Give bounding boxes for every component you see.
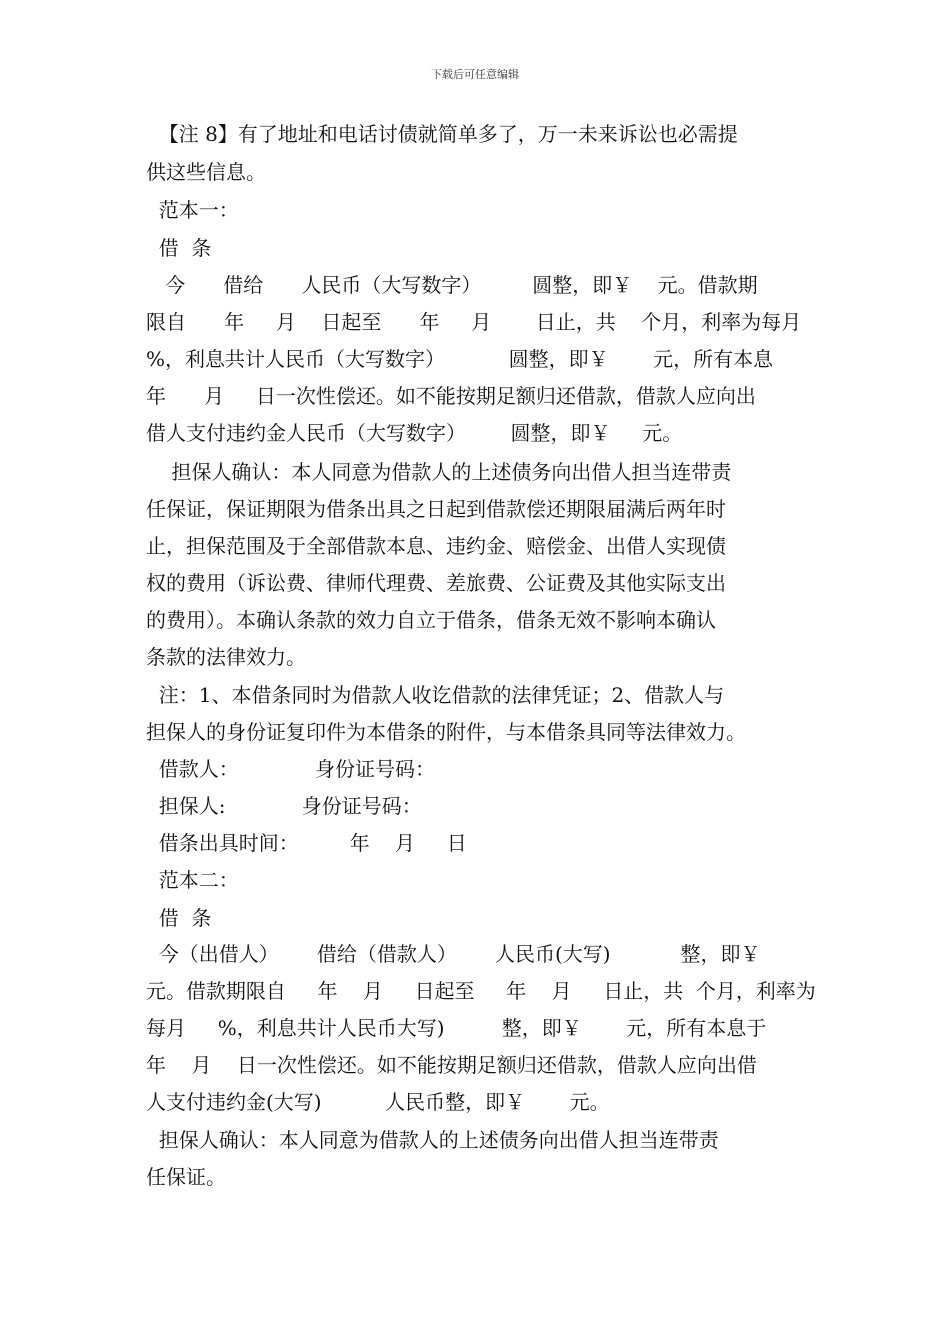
text-line: %，利息共计人民币（大写数字） 圆整，即￥ 元，所有本息 [146,347,774,371]
text-line: 借条出具时间： 年 月 日 [146,831,467,855]
text-line: 注：1、本借条同时为借款人收讫借款的法律凭证；2、借款人与 [146,683,725,707]
page-header: 下载后可任意编辑 [431,68,519,81]
text-line: 每月 %，利息共计人民币大写) 整，即￥ 元，所有本息于 [146,1016,767,1040]
text-line: 任保证。 [146,1165,226,1189]
text-line: 今（出借人） 借给（借款人） 人民币(大写) 整，即￥ [146,942,761,966]
text-line: 的费用）。本确认条款的效力自立于借条，借条无效不影响本确认 [146,608,716,632]
text-line: 借人支付违约金人民币（大写数字） 圆整，即￥ 元。 [146,421,683,445]
text-line: 限自 年 月 日起至 年 月 日止，共 个月，利率为每月 [146,310,802,334]
text-line: 担保人确认：本人同意为借款人的上述债务向出借人担当连带责 [146,1128,719,1152]
text-line: 年 月 日一次性偿还。如不能按期足额归还借款，借款人应向出借 [146,1053,757,1077]
text-line: 权的费用（诉讼费、律师代理费、差旅费、公证费及其他实际支出 [146,571,726,595]
text-line: 范本一： [146,198,239,222]
text-line: 【注 8】有了地址和电话讨债就简单多了，万一未来诉讼也必需提 [146,122,738,146]
text-line: 年 月 日一次性偿还。如不能按期足额归还借款，借款人应向出 [146,384,756,408]
text-line: 担保人的身份证复印件为本借条的附件，与本借条具同等法律效力。 [146,720,746,744]
text-line: 今 借给 人民币（大写数字） 圆整，即￥ 元。借款期 [146,273,758,297]
text-line: 人支付违约金(大写) 人民币整，即￥ 元。 [146,1090,610,1114]
text-line: 元。借款期限自 年 月 日起至 年 月 日止，共 个月，利率为 [146,979,816,1003]
text-line: 借 条 [146,906,212,930]
text-line: 范本二： [146,868,239,892]
text-line: 借款人： 身份证号码： [146,757,436,781]
text-line: 供这些信息。 [146,160,266,184]
text-line: 止，担保范围及于全部借款本息、违约金、赔偿金、出借人实现债 [146,534,726,558]
text-line: 任保证，保证期限为借条出具之日起到借款偿还期限届满后两年时 [146,497,726,521]
text-line: 条款的法律效力。 [146,645,306,669]
text-line: 借 条 [146,236,212,260]
text-line: 担保人: 身份证号码： [146,794,422,818]
text-line: 担保人确认：本人同意为借款人的上述债务向出借人担当连带责 [146,460,732,484]
